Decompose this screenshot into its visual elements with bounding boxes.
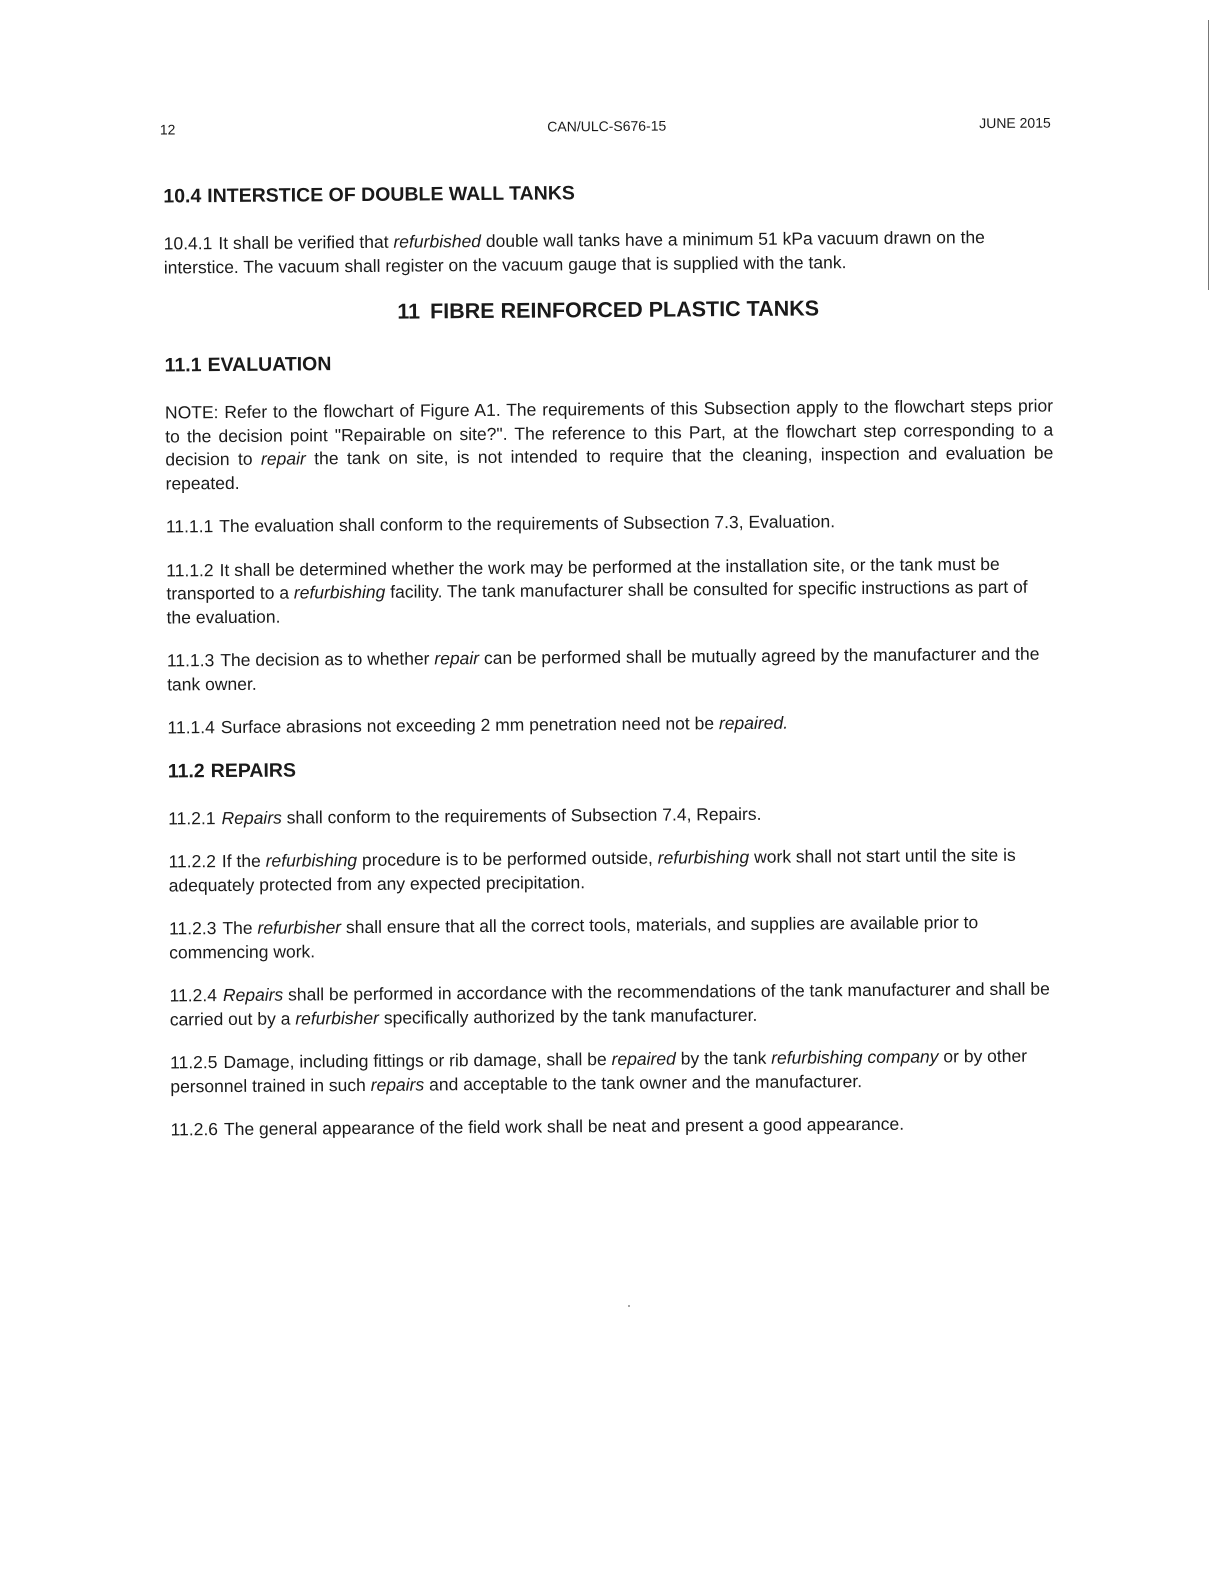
section-title: REPAIRS <box>210 758 297 782</box>
clause-text: specifically authorized by the tank manufacturer. <box>383 1004 758 1028</box>
clause-number: 11.1.4 <box>167 717 215 738</box>
clause-text: If the <box>221 850 261 872</box>
part-heading-11 <box>164 295 1052 327</box>
document-body <box>163 179 1059 1162</box>
document-date: JUNE 2015 <box>979 114 1051 132</box>
clause-text: and acceptable to the tank owner and the manufacturer. <box>429 1070 863 1094</box>
clause-number: 11.2.3 <box>168 918 217 939</box>
defined-term: repaired <box>611 1048 676 1070</box>
clause-text: It shall be determined whether the work may be performed at the installation site, or the tank must be transported to a <box>166 553 1000 604</box>
clause-number: 11.2.2 <box>168 851 216 872</box>
document-id: CAN/ULC-S676-15 <box>547 117 667 135</box>
part-title: FIBRE REINFORCED PLASTIC TANKS <box>429 296 820 324</box>
clause-text: work shall not start until the site is adequately protected from any expected precipitation. <box>168 844 1016 895</box>
clause-10-4-1 <box>164 226 1052 280</box>
clause-text: shall be performed in accordance with the recommendations of the tank manufacturer and shall be carried out by a <box>169 978 1050 1029</box>
clause-11-1-3 <box>167 643 1055 697</box>
clause-text: Damage, including fittings or rib damage, shall be <box>223 1049 607 1073</box>
clause-text: shall conform to the requirements of Subsection 7.4, Repairs. <box>286 803 762 828</box>
defined-term: refurbisher <box>257 917 342 938</box>
page-number: 12 <box>159 121 176 138</box>
part-number: 11 <box>397 299 421 324</box>
clause-11-2-6 <box>171 1112 1059 1142</box>
clause-11-1-1 <box>166 509 1054 539</box>
section-heading-11-2 <box>168 753 1056 783</box>
clause-text: or by other personnel trained in such <box>170 1045 1028 1096</box>
defined-term: refurbishing <box>657 846 750 868</box>
section-number: 10.4 <box>163 185 202 208</box>
clause-text: procedure is to be performed outside, <box>361 847 653 870</box>
defined-term: refurbishing <box>293 581 386 603</box>
section-title: EVALUATION <box>207 353 332 377</box>
defined-term: repair <box>434 648 480 669</box>
clause-text: by the tank <box>680 1047 767 1069</box>
clause-11-2-5 <box>170 1045 1058 1099</box>
clause-text: shall ensure that all the correct tools, materials, and supplies are available prior to commencing work. <box>169 912 979 962</box>
clause-11-2-2 <box>168 844 1056 898</box>
clause-number: 11.2.5 <box>170 1052 218 1073</box>
clause-text: Surface abrasions not exceeding 2 mm penetration need not be <box>220 713 715 738</box>
note-text: NOTE: Refer to the flowchart of Figure A1. The requirements of this Subsection apply to the flowchart steps prior to the decision point "Repairable on site?". The reference to this Part, at the flowchart step corresponding to a decision to <box>164 395 1054 470</box>
clause-11-1-2 <box>166 552 1055 629</box>
defined-term: refurbishing <box>265 850 358 871</box>
defined-term: repaired. <box>718 712 789 734</box>
clause-number: 11.1.2 <box>166 559 214 580</box>
defined-term: repairs <box>370 1073 425 1095</box>
clause-11-2-1 <box>168 800 1056 830</box>
defined-term: refurbishing company <box>771 1046 939 1068</box>
clause-11-2-4 <box>169 978 1057 1032</box>
clause-number: 11.2.4 <box>169 985 218 1006</box>
section-number: 11.1 <box>164 354 202 377</box>
defined-term: repair <box>260 448 306 469</box>
clause-11-1-4 <box>167 710 1055 740</box>
clause-text: It shall be verified that <box>218 231 389 254</box>
clause-number: 11.1.1 <box>165 516 214 537</box>
clause-text: The general appearance of the field work shall be neat and present a good appearance. <box>223 1113 905 1140</box>
clause-number: 11.2.1 <box>168 807 216 828</box>
clause-number: 11.1.3 <box>166 650 215 671</box>
defined-term: refurbisher <box>295 1007 379 1028</box>
clause-11-2-3 <box>169 911 1057 965</box>
note-paragraph <box>165 395 1054 496</box>
section-title: INTERSTICE OF DOUBLE WALL TANKS <box>207 182 575 208</box>
clause-text: The evaluation shall conform to the requirements of Subsection 7.3, Evaluation. <box>219 511 836 537</box>
defined-term: Repairs <box>221 807 282 828</box>
section-heading-10-4 <box>163 179 1051 209</box>
clause-text: facility. The tank manufacturer shall be consulted for specific instructions as part of the evaluation. <box>166 576 1028 627</box>
clause-number: 10.4.1 <box>163 233 213 254</box>
clause-text: The <box>222 917 253 939</box>
section-number: 11.2 <box>167 759 205 782</box>
clause-text: The decision as to whether <box>220 648 430 671</box>
note-text: the tank on site, is not intended to require that the cleaning, inspection and evaluation be repeated. <box>165 442 1054 493</box>
section-heading-11-1 <box>165 348 1053 378</box>
clause-text: can be performed shall be mutually agreed by the manufacturer and the tank owner. <box>167 643 1040 694</box>
clause-text: double wall tanks have a minimum 51 kPa vacuum drawn on the interstice. The vacuum shall register on the vacuum gauge that is supplied with the tank. <box>163 227 985 278</box>
defined-term: Repairs <box>222 984 284 1006</box>
defined-term: refurbished <box>393 231 482 252</box>
clause-number: 11.2.6 <box>170 1119 219 1140</box>
